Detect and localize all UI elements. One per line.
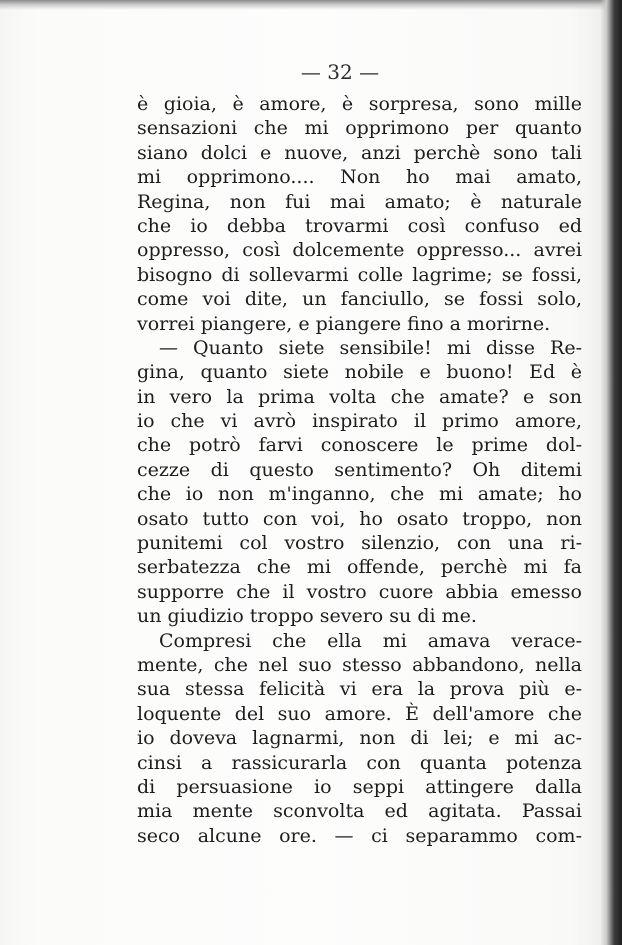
text-line: che io non m'inganno, che mi amate; ho <box>137 483 582 506</box>
text-line: — Quanto siete sensibile! mi disse Re- <box>159 336 582 359</box>
text-line: come voi dite, un fanciullo, se fossi solo, <box>137 288 582 311</box>
text-line: mia mente sconvolta ed agitata. Passai <box>137 800 582 823</box>
text-line: mente, che nel suo stesso abbandono, nella <box>137 653 582 676</box>
text-line: punitemi col vostro silenzio, con una ri- <box>137 532 582 555</box>
text-line: siano dolci e nuove, anzi perchè sono tali <box>137 141 582 164</box>
text-line: vorrei piangere, e piangere fino a morirne. <box>137 312 551 335</box>
text-line: cinsi a rassicurarla con quanta potenza <box>137 751 582 774</box>
page-number: — 32 — <box>300 60 380 84</box>
text-line: sua stessa felicità vi era la prova più e- <box>137 678 582 701</box>
text-line: cezze di questo sentimento? Oh ditemi <box>137 458 582 481</box>
text-line: che potrò farvi conoscere le prime dol- <box>137 434 582 457</box>
text-line: che io debba trovarmi così confuso ed <box>137 214 582 237</box>
text-line: sensazioni che mi opprimono per quanto <box>137 117 582 140</box>
text-line: Regina, non fui mai amato; è naturale <box>137 190 582 213</box>
text-line: supporre che il vostro cuore abbia emesso <box>137 580 582 603</box>
text-line: io doveva lagnarmi, non di lei; e mi ac- <box>137 727 582 750</box>
text-line: gina, quanto siete nobile e buono! Ed è <box>137 361 582 384</box>
text-line: serbatezza che mi offende, perchè mi fa <box>137 556 582 579</box>
text-line: oppresso, così dolcemente oppresso... avrei <box>137 239 582 262</box>
text-line: mi opprimono.... Non ho mai amato, <box>137 166 582 189</box>
text-line: seco alcune ore. — ci separammo com- <box>137 824 582 847</box>
text-line: Compresi che ella mi amava verace- <box>159 629 582 652</box>
text-line: in vero la prima volta che amate? e son <box>137 385 582 408</box>
text-line: è gioia, è amore, è sorpresa, sono mille <box>137 93 582 115</box>
text-line: osato tutto con voi, ho osato troppo, non <box>137 507 582 530</box>
body-text <box>137 92 582 848</box>
text-line: io che vi avrò inspirato il primo amore, <box>137 410 582 433</box>
text-line: bisogno di sollevarmi colle lagrime; se fossi, <box>137 263 582 286</box>
text-line: un giudizio troppo severo su di me. <box>137 605 477 628</box>
page-top-edge <box>0 0 622 10</box>
text-line: di persuasione io seppi attingere dalla <box>137 775 582 798</box>
page-binding-edge <box>600 0 622 945</box>
text-line: loquente del suo amore. È dell'amore che <box>137 702 582 725</box>
